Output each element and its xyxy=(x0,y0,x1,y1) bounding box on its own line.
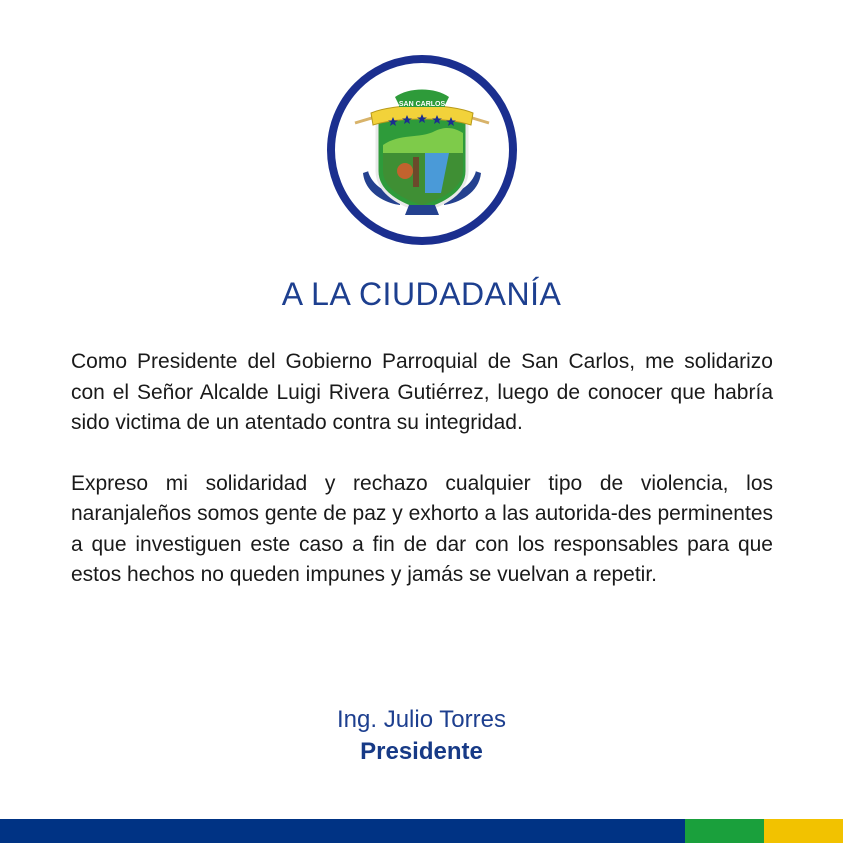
footer-color-bar xyxy=(0,819,843,843)
footer-bar-yellow xyxy=(764,819,843,843)
footer-bar-blue xyxy=(0,819,685,843)
footer-bar-green xyxy=(685,819,764,843)
signature-name: Ing. Julio Torres xyxy=(337,706,506,733)
signature-block xyxy=(0,704,843,768)
paragraph-1: Como Presidente del Gobierno Parroquial de San Carlos, me solidarizo con el Señor Alcalde Luigi Rivera Gutiérrez, luego de conocer que habría sido victima de un atentado contra su integridad. xyxy=(71,350,773,434)
signature-role: Presidente xyxy=(360,738,483,765)
coat-of-arms-icon xyxy=(325,53,519,247)
parish-seal xyxy=(325,53,519,247)
paragraph-2: Expreso mi solidaridad y rechazo cualquier tipo de violencia, los naranjaleños somos gente de paz y exhorto a las autorida-des perminentes a que investiguen este caso a fin de dar con los responsables para que estos hechos no queden impunes y jamás se vuelvan a repetir. xyxy=(71,471,773,586)
document-body xyxy=(71,347,773,621)
seal-banner-text: SAN CARLOS xyxy=(398,101,446,108)
document-title: A LA CIUDADANÍA xyxy=(281,276,562,312)
